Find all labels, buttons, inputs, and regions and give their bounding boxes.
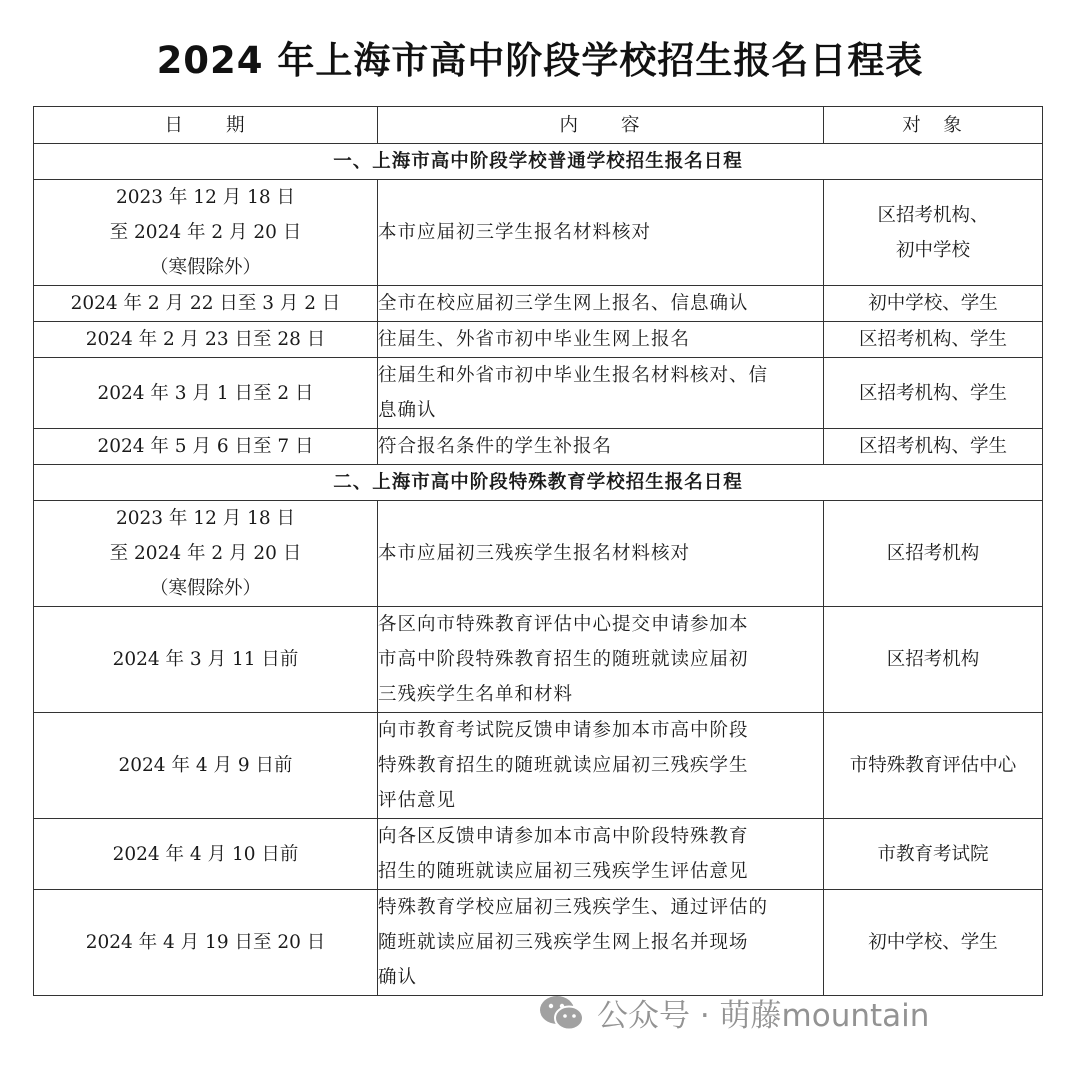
- wechat-icon: [537, 993, 587, 1033]
- content-cell: [378, 713, 824, 819]
- date-cell-line: 2023 年 12 月 18 日: [115, 187, 296, 208]
- date-cell-line: 至 2024 年 2 月 20 日: [109, 543, 302, 564]
- date-cell: [34, 890, 378, 996]
- header-date: 日 期: [34, 107, 378, 144]
- target-cell-line: 区招考机构、学生: [858, 382, 1007, 404]
- content-cell: [378, 819, 824, 890]
- content-cell-line: 三残疾学生名单和材料: [378, 684, 574, 705]
- target-cell: [824, 713, 1043, 819]
- table-row: [34, 819, 1043, 890]
- content-cell: [378, 501, 824, 607]
- section-row: [34, 465, 1043, 501]
- table-row: [34, 890, 1043, 996]
- date-cell: [34, 607, 378, 713]
- target-cell: [824, 890, 1043, 996]
- watermark: [537, 990, 929, 1035]
- content-cell: [378, 180, 824, 286]
- content-cell-line: 向各区反馈申请参加本市高中阶段特殊教育: [378, 826, 749, 847]
- date-cell-line: （寒假除外）: [149, 257, 261, 278]
- content-cell: [378, 890, 824, 996]
- target-cell: [824, 819, 1043, 890]
- content-cell: [378, 322, 824, 358]
- table-header-row: [34, 107, 1043, 144]
- date-cell: [34, 180, 378, 286]
- content-cell-line: 往届生、外省市初中毕业生网上报名: [378, 329, 691, 350]
- date-cell: [34, 358, 378, 429]
- content-cell-line: 市高中阶段特殊教育招生的随班就读应届初: [378, 649, 749, 670]
- date-cell-line: 2024 年 4 月 19 日至 20 日: [85, 932, 326, 953]
- header-content: 内 容: [378, 107, 824, 144]
- content-cell-line: 随班就读应届初三残疾学生网上报名并现场: [378, 932, 749, 953]
- date-cell-line: 2024 年 4 月 10 日前: [112, 843, 299, 865]
- table-row: [34, 607, 1043, 713]
- target-cell: [824, 180, 1043, 286]
- header-target: 对 象: [824, 107, 1043, 144]
- content-cell-line: 招生的随班就读应届初三残疾学生评估意见: [378, 861, 749, 882]
- target-cell: [824, 358, 1043, 429]
- target-cell: [824, 286, 1043, 322]
- target-cell-line: 初中学校、学生: [868, 293, 998, 314]
- section-row: [34, 144, 1043, 180]
- date-cell-line: 2024 年 3 月 1 日至 2 日: [97, 382, 314, 404]
- target-cell-line: 市特殊教育评估中心: [849, 755, 1017, 776]
- target-cell-line: 区招考机构: [886, 543, 980, 564]
- date-cell-line: 2024 年 4 月 9 日前: [118, 755, 293, 776]
- content-cell-line: 息确认: [378, 400, 437, 421]
- content-cell-line: 评估意见: [378, 790, 457, 811]
- target-cell-line: 区招考机构: [886, 649, 980, 670]
- date-cell-line: 2024 年 2 月 22 日至 3 月 2 日: [70, 293, 341, 314]
- target-cell-line: 区招考机构、学生: [858, 329, 1007, 350]
- target-cell-line: 市教育考试院: [877, 843, 989, 865]
- table-row: [34, 180, 1043, 286]
- target-cell-line: 初中学校、学生: [868, 932, 998, 953]
- watermark-text: 公众号 · 萌藤mountain: [597, 998, 930, 1034]
- content-cell-line: 特殊教育招生的随班就读应届初三残疾学生: [378, 755, 749, 776]
- table-row: [34, 713, 1043, 819]
- target-cell: [824, 322, 1043, 358]
- content-cell: [378, 429, 824, 465]
- date-cell-line: （寒假除外）: [149, 578, 261, 599]
- target-cell: [824, 607, 1043, 713]
- table-row: [34, 322, 1043, 358]
- content-cell-line: 确认: [378, 967, 418, 988]
- table-row: [34, 286, 1043, 322]
- table-row: [34, 358, 1043, 429]
- page-title: 2024 年上海市高中阶段学校招生报名日程表: [156, 39, 924, 82]
- content-cell-line: 符合报名条件的学生补报名: [378, 436, 613, 457]
- date-cell-line: 2023 年 12 月 18 日: [115, 508, 296, 529]
- target-cell: [824, 501, 1043, 607]
- target-cell-line: 区招考机构、学生: [858, 436, 1007, 457]
- content-cell: [378, 358, 824, 429]
- content-cell-line: 向市教育考试院反馈申请参加本市高中阶段: [378, 720, 749, 741]
- date-cell-line: 2024 年 3 月 11 日前: [112, 649, 299, 670]
- table-body: [34, 144, 1043, 996]
- date-cell: [34, 819, 378, 890]
- section-title: 二、上海市高中阶段特殊教育学校招生报名日程: [34, 465, 1043, 501]
- target-cell: [824, 429, 1043, 465]
- content-cell-line: 本市应届初三学生报名材料核对: [378, 222, 652, 243]
- content-cell-line: 本市应届初三残疾学生报名材料核对: [378, 543, 691, 564]
- schedule-table: [33, 106, 1043, 996]
- date-cell-line: 至 2024 年 2 月 20 日: [109, 222, 302, 243]
- content-cell-line: 各区向市特殊教育评估中心提交申请参加本: [378, 614, 749, 635]
- target-cell-line: 区招考机构、: [877, 204, 989, 226]
- content-cell-line: 全市在校应届初三学生网上报名、信息确认: [378, 293, 749, 314]
- content-cell-line: 往届生和外省市初中毕业生报名材料核对、信: [378, 365, 769, 386]
- date-cell-line: 2024 年 2 月 23 日至 28 日: [85, 329, 326, 350]
- date-cell: [34, 713, 378, 819]
- content-cell: [378, 607, 824, 713]
- table-row: [34, 429, 1043, 465]
- target-cell-line: 初中学校: [895, 239, 970, 261]
- content-cell-line: 特殊教育学校应届初三残疾学生、通过评估的: [378, 897, 769, 918]
- content-cell: [378, 286, 824, 322]
- section-title: 一、上海市高中阶段学校普通学校招生报名日程: [34, 144, 1043, 180]
- table-row: [34, 501, 1043, 607]
- date-cell: [34, 322, 378, 358]
- date-cell-line: 2024 年 5 月 6 日至 7 日: [97, 436, 314, 457]
- date-cell: [34, 501, 378, 607]
- date-cell: [34, 429, 378, 465]
- date-cell: [34, 286, 378, 322]
